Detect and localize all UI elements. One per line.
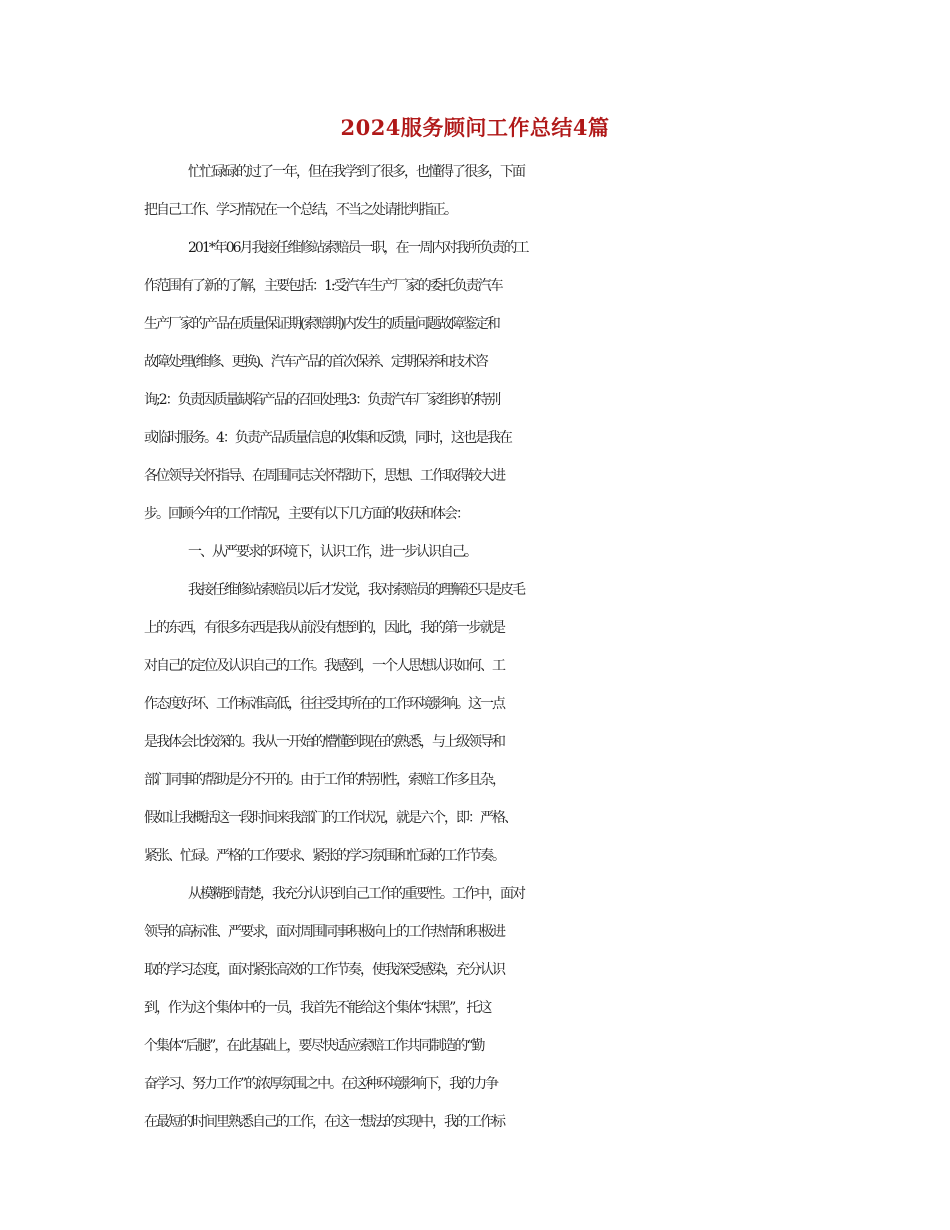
- text-line: 上的东西，有很多东西是我从前没有想到的，因此，我的第一步就是: [144, 620, 504, 636]
- text-line: 作范围有了新的了解，主要包括：1:受汽车生产厂家的委托负责汽车: [144, 278, 502, 294]
- text-line: 故障处理(维修、更换)、汽车产品的首次保养、定期保养和技术咨: [144, 354, 487, 370]
- text-line: 紧张、忙碌。严格的工作要求、紧张的学习氛围和忙碌的工作节奏。: [144, 848, 504, 864]
- text-line: 我接任维修站索赔员以后才发觉，我对索赔员的理解还只是皮毛: [188, 582, 524, 598]
- text-line: 奋学习、努力工作”的浓厚氛围之中。在这种环境影响下，我的力争: [144, 1076, 498, 1092]
- text-line: 忙忙碌碌的过了一年，但在我学到了很多，也懂得了很多，下面: [188, 164, 524, 180]
- text-line: 取的学习态度，面对紧张高效的工作节奏，使我深受感染，充分认识: [144, 962, 504, 978]
- text-line: 询;2：负责因质量缺陷产品的召回处理;3：负责汽车厂家组织的特别: [144, 392, 500, 408]
- text-line: 是我体会比较深的。我从一开始的懵懂到现在的熟悉，与上级领导和: [144, 734, 504, 750]
- text-line: 或临时服务。4：负责产品质量信息的收集和反馈，同时，这也是我在: [144, 430, 511, 446]
- text-line: 生产厂家的产品在质量保证期(索赔期)内发生的质量问题故障鉴定和: [144, 316, 499, 332]
- text-line: 个集体“后腿”，在此基础上，要尽快适应索赔工作共同制造的“勤: [144, 1038, 484, 1054]
- text-line: 把自己工作、学习情况在一个总结，不当之处请批判指正。: [144, 202, 456, 218]
- text-line: 到，作为这个集体中的一员，我首先不能给这个集体“抹黑”，托这: [144, 1000, 491, 1016]
- text-line: 部门同事的帮助是分不开的。由于工作的特别性，索赔工作多且杂，: [144, 772, 504, 788]
- document-title: 2024服务顾问工作总结4篇: [340, 115, 610, 140]
- text-line: 201*年06月我接任维修站索赔员一职，在一周内对我所负责的工: [188, 240, 528, 256]
- text-line: 作态度好坏、工作标准高低，往往受其所在的工作环境影响。这一点: [144, 696, 504, 712]
- text-line: 各位领导关怀指导、在周围同志关怀帮助下，思想、工作取得较大进: [144, 468, 504, 484]
- text-line: 领导的高标准、严要求，面对周围同事积极向上的工作热情和积极进: [144, 924, 504, 940]
- text-line: 在最短的时间里熟悉自己的工作，在这一想法的实现中，我的工作标: [144, 1114, 504, 1130]
- text-line: 假如让我概括这一段时间来我部门的工作状况，就是六个，即：严格、: [144, 810, 516, 826]
- text-line: 对自己的定位及认识自己的工作。我感到，一个人思想认识如何、工: [144, 658, 504, 674]
- text-line: 从模糊到清楚，我充分认识到自己工作的重要性。工作中，面对: [188, 886, 524, 902]
- text-line: 步。回顾今年的工作情况，主要有以下几方面的收获和体会：: [144, 506, 468, 522]
- text-line: 一、从严要求的环境下，认识工作，进一步认识自己。: [188, 544, 476, 560]
